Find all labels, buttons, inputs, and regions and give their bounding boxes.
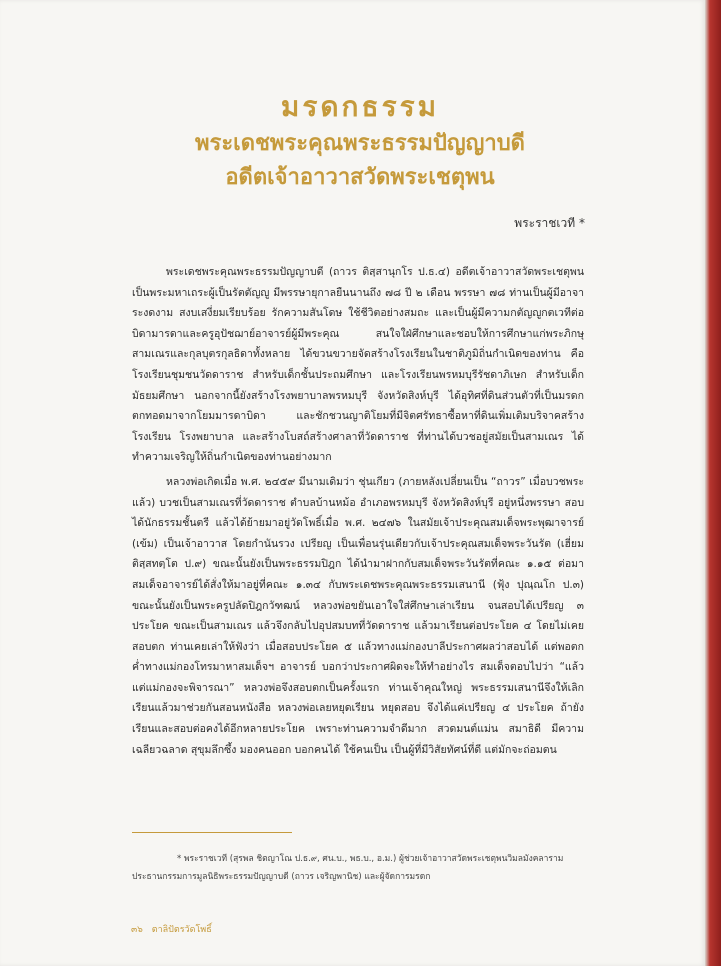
page-number: ๓๖	[131, 925, 143, 935]
title-line-3: อดีตเจ้าอาวาสวัดพระเชตุพน	[225, 164, 495, 190]
title-line-2: พระเดชพระคุณพระธรรมปัญญาบดี	[195, 130, 525, 156]
paragraph-1: พระเดชพระคุณพระธรรมปัญญาบดี (ถาวร ติสฺสานุกโร ป.ธ.๔) อดีตเจ้าอาวาสวัดพระเชตุพน เป็นพระมหาเถระผู้เป็นรัตตัญญู มีพรรษายุกาลยืนนานถึง ๗๘ ปี ๒ เดือน พรรษา ๗๘ ท่านเป็นผู้มีอาจาระงดงาม สงบเสงี่ยมเรียบร้อย รักความสันโดษ ใช้ชีวิตอย่างสมถะ และเป็นผู้มีความกตัญญูกตเวทีต่อบิดามารดาและครูอุปัชฌาย์อาจารย์ผู้มีพระคุณ สนใจใฝ่ศึกษาและชอบให้การศึกษาแก่พระภิกษุสามเณรและกุลบุตรกุลธิดาทั้งหลาย ได้ขวนขวายจัดสร้างโรงเรียนในชาติภูมิถิ่นกำเนิดของท่าน คือโรงเรียนชุมชนวัดดาราช สำหรับเด็กชั้นประถมศึกษา และโรงเรียนพรหมบุรีรัชดาภิเษก สำหรับเด็กมัธยมศึกษา นอกจากนี้ยังสร้างโรงพยาบาลพรหมบุรี จังหวัดสิงห์บุรี ได้อุทิศที่ดินส่วนตัวที่เป็นมรดกตกทอดมาจากโยมมารดาบิดา และชักชวนญาติโยมที่มีจิตศรัทธาซื้อหาที่ดินเพิ่มเติมบริจาคสร้าง โรงเรียน โรงพยาบาล และสร้างโบสถ์สร้างศาลาที่วัดดาราช ที่ท่านได้บวชอยู่สมัยเป็นสามเณร ได้ทำความเจริญให้ถิ่นกำเนิดของท่านอย่างมาก	[132, 266, 584, 464]
page-footer	[131, 922, 212, 936]
publication-name: ตาลิปัตรวัดโพธิ์	[151, 925, 212, 935]
book-spine-edge	[705, 0, 721, 966]
title-main: มรดกธรรม	[280, 90, 440, 123]
article-body	[132, 262, 584, 764]
title-block	[60, 88, 660, 194]
footnote-divider	[132, 832, 292, 833]
paragraph-2: หลวงพ่อเกิดเมื่อ พ.ศ. ๒๔๕๙ มีนามเดิมว่า ชุ่นเกียว (ภายหลังเปลี่ยนเป็น “ถาวร” เมื่อบวชพระแล้ว) บวชเป็นสามเณรที่วัดดาราช ตำบลบ้านหม้อ อำเภอพรหมบุรี จังหวัดสิงห์บุรี อยู่หนึ่งพรรษา สอบได้นักธรรมชั้นตรี แล้วได้ย้ายมาอยู่วัดโพธิ์เมื่อ พ.ศ. ๒๔๗๖ ในสมัยเจ้าประคุณสมเด็จพระพุฒาจารย์ (เข้ม) เป็นเจ้าอาวาส โดยกำนันรวง เปรียญ เป็นเพื่อนรุ่นเดียวกับเจ้าประคุณสมเด็จพระวันรัต (เฮี่ยม ติสฺสทตฺโต ป.๙) ขณะนั้นยังเป็นพระธรรมปิฎก ได้นำมาฝากกับสมเด็จพระวันรัตที่คณะ ๑.๑๕ ต่อมาสมเด็จอาจารย์ได้สั่งให้มาอยู่ที่คณะ ๑.๓๔ กับพระเดชพระคุณพระธรรมเสนานี (ฟุ้ง ปุณฺณโก ป.๓) ขณะนั้นยังเป็นพระครูปลัดปิฎกวัฑฒน์ หลวงพ่อขยันเอาใจใส่ศึกษาเล่าเรียน จนสอบได้เปรียญ ๓ ประโยค ขณะเป็นสามเณร แล้วจึงกลับไปอุปสมบทที่วัดดาราช แล้วมาเรียนต่อประโยค ๔ โดยไม่เคยสอบตก ท่านเคยเล่าให้ฟังว่า เมื่อสอบประโยค ๕ แล้วทางแม่กองบาลีประกาศผลว่าสอบได้ แต่พอตกค่ำทางแม่กองโทรมาหาสมเด็จฯ อาจารย์ บอกว่าประกาศผิดจะให้ทำอย่างไร สมเด็จตอบไปว่า “แล้วแต่แม่กองจะพิจารณา” หลวงพ่อจึงสอบตกเป็นครั้งแรก ท่านเจ้าคุณใหญ่ พระธรรมเสนานีจึงให้เลิกเรียนแล้วมาช่วยกันสอนหนังสือ หลวงพ่อเลยหยุดเรียน หยุดสอบ จึงได้แค่เปรียญ ๔ ประโยค ถ้ายังเรียนและสอบต่อคงได้อีกหลายประโยค เพราะท่านความจำดีมาก สวดมนต์แม่น สมาธิดี มีความเฉลียวฉลาด สุขุมลึกซึ้ง มองคนออก บอกคนได้ ใช้คนเป็น เป็นผู้ที่มีวิสัยทัศน์ที่ดี แต่มักจะถ่อมตน	[132, 475, 584, 756]
author-byline: พระราชเวที *	[514, 216, 585, 230]
footnote: * พระราชเวที (สุรพล ชิตญาโณ ป.ธ.๙, ศน.บ., พธ.บ., อ.ม.) ผู้ช่วยเจ้าอาวาสวัดพระเชตุพนวิมลมังคลาราม ประธานกรรมการมูลนิธิพระธรรมปัญญาบดี (ถาวร เจริญพานิช) และผู้จัดการมรดก	[132, 854, 564, 882]
